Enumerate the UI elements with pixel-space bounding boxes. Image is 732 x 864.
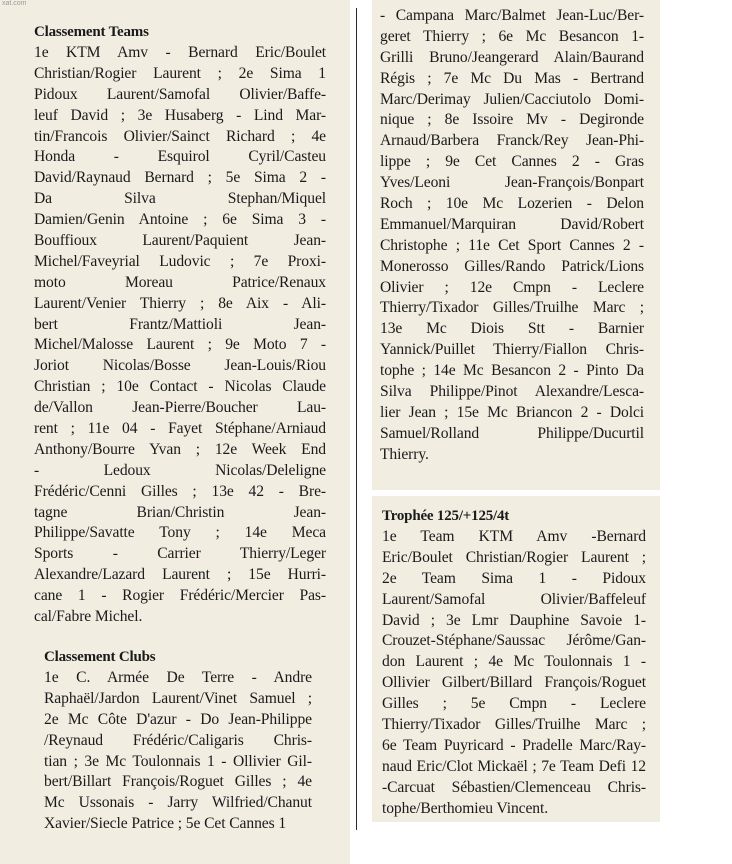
teams-text bbox=[34, 43, 326, 628]
column-divider bbox=[356, 8, 357, 830]
text-line: Yannick/Puillet Thierry/Fiallon Chris- bbox=[380, 341, 644, 359]
text-line: naud Eric/Clot Mickaël ; 7e Team Defi 12 bbox=[382, 757, 646, 775]
text-line: Samuel/Rolland Philippe/Ducurtil bbox=[380, 424, 644, 442]
section-classement-teams bbox=[34, 22, 326, 628]
text-line: 13e Mc Diois Stt - Barnier bbox=[380, 320, 644, 338]
section-clubs-continued bbox=[380, 6, 644, 466]
text-line: Ollivier Gilbert/Billard François/Roguet bbox=[382, 674, 646, 692]
text-line: Marc/Derimay Julien/Cacciutolo Domi- bbox=[380, 90, 644, 108]
text-line: Bouffioux Laurent/Paquient Jean- bbox=[34, 232, 326, 250]
text-line: Christophe ; 11e Cet Sport Cannes 2 - bbox=[380, 236, 644, 254]
text-line: 1e C. Armée De Terre - Andre bbox=[44, 669, 312, 686]
text-line: Thierry. bbox=[380, 445, 429, 463]
text-line: Grilli Bruno/Jeangerard Alain/Baurand bbox=[380, 48, 644, 66]
text-line: Thierry/Tixador Gilles/Truilhe Marc ; bbox=[380, 299, 644, 317]
text-line: Arnaud/Barbera Franck/Rey Jean-Phi- bbox=[380, 132, 644, 150]
text-line: 1e KTM Amv - Bernard Eric/Boulet bbox=[34, 44, 326, 61]
text-line: tophe ; 14e Mc Besancon 2 - Pinto Da bbox=[380, 362, 644, 380]
text-line: Silva Philippe/Pinot Alexandre/Lesca- bbox=[380, 383, 644, 401]
text-line: Raphaël/Jardon Laurent/Vinet Samuel ; bbox=[44, 689, 312, 707]
text-line: - Ledoux Nicolas/Deleligne bbox=[34, 461, 326, 479]
text-line: Frédéric/Cenni Gilles ; 13e 42 - Bre- bbox=[34, 482, 326, 500]
text-line: tin/Francois Olivier/Sainct Richard ; 4e bbox=[34, 127, 326, 145]
text-line: tagne Brian/Christin Jean- bbox=[34, 503, 326, 521]
text-line: leuf David ; 3e Husaberg - Lind Mar- bbox=[34, 106, 326, 124]
text-line: David/Raynaud Bernard ; 5e Sima 2 - bbox=[34, 169, 326, 187]
text-line: Roch ; 10e Mc Lozerien - Delon bbox=[380, 195, 644, 213]
text-line: Honda - Esquirol Cyril/Casteu bbox=[34, 148, 326, 166]
trophee-text bbox=[382, 527, 646, 819]
text-line: rent ; 11e 04 - Fayet Stéphane/Arniaud bbox=[34, 420, 326, 438]
text-line: tian ; 3e Mc Toulonnais 1 - Ollivier Gil- bbox=[44, 752, 312, 770]
text-line: Monerosso Gilles/Rando Patrick/Lions bbox=[380, 257, 644, 275]
text-line: Philippe/Savatte Tony ; 14e Meca bbox=[34, 524, 326, 542]
text-line: cal/Fabre Michel. bbox=[34, 608, 143, 626]
text-line: nique ; 8e Issoire Mv - Degironde bbox=[380, 111, 644, 129]
text-line: Thierry/Tixador Gilles/Truilhe Marc ; bbox=[382, 716, 646, 734]
section-heading-trophee: Trophée 125/+125/4t bbox=[382, 508, 510, 524]
text-line: Joriot Nicolas/Bosse Jean-Louis/Riou bbox=[34, 357, 326, 375]
text-line: Christian ; 10e Contact - Nicolas Claude bbox=[34, 378, 326, 396]
text-line: 6e Team Puyricard - Pradelle Marc/Ray- bbox=[382, 736, 646, 754]
text-line: Crouzet-Stéphane/Saussac Jérôme/Gan- bbox=[382, 632, 646, 650]
text-line: 2e Team Sima 1 - Pidoux bbox=[382, 569, 646, 587]
text-line: Anthony/Bourre Yvan ; 12e Week End bbox=[34, 440, 326, 458]
text-line: Damien/Genin Antoine ; 6e Sima 3 - bbox=[34, 211, 326, 229]
clubs-continued-text bbox=[380, 6, 644, 466]
text-line: Alexandre/Lazard Laurent ; 15e Hurri- bbox=[34, 566, 326, 584]
text-line: cane 1 - Rogier Frédéric/Mercier Pas- bbox=[34, 587, 326, 605]
text-line: 2e Mc Côte D'azur - Do Jean-Philippe bbox=[44, 710, 312, 728]
text-line: /Reynaud Frédéric/Caligaris Chris- bbox=[44, 731, 312, 749]
text-line: David ; 3e Lmr Dauphine Savoie 1- bbox=[382, 611, 646, 629]
text-line: Régis ; 7e Mc Du Mas - Bertrand bbox=[380, 69, 644, 87]
text-line: Gilles ; 5e Cmpn - Leclere bbox=[382, 695, 646, 713]
text-line: Yves/Leoni Jean-François/Bonpart bbox=[380, 174, 644, 192]
text-line: Michel/Faveyrial Ludovic ; 7e Proxi- bbox=[34, 252, 326, 270]
text-line: Laurent/Venier Thierry ; 8e Aix - Ali- bbox=[34, 294, 326, 312]
text-line: don Laurent ; 4e Mc Toulonnais 1 - bbox=[382, 653, 646, 671]
section-heading-teams: Classement Teams bbox=[34, 24, 149, 40]
section-classement-clubs bbox=[44, 647, 312, 835]
text-line: Mc Ussonais - Jarry Wilfried/Chanut bbox=[44, 794, 312, 812]
watermark: xat.com bbox=[2, 0, 27, 7]
text-line: Da Silva Stephan/Miquel bbox=[34, 190, 326, 208]
text-line: Pidoux Laurent/Samofal Olivier/Baffe- bbox=[34, 85, 326, 103]
text-line: bert/Billart François/Roguet Gilles ; 4e bbox=[44, 773, 312, 791]
clubs-text bbox=[44, 668, 312, 835]
text-line: Sports - Carrier Thierry/Leger bbox=[34, 545, 326, 563]
section-heading-clubs: Classement Clubs bbox=[44, 649, 156, 665]
text-line: -Carcuat Sébastien/Clemenceau Chris- bbox=[382, 778, 646, 796]
text-line: lippe ; 9e Cet Cannes 2 - Gras bbox=[380, 153, 644, 171]
text-line: 1e Team KTM Amv -Bernard bbox=[382, 528, 646, 545]
text-line: moto Moreau Patrice/Renaux bbox=[34, 273, 326, 291]
text-line: Olivier ; 12e Cmpn - Leclere bbox=[380, 278, 644, 296]
text-line: Xavier/Siecle Patrice ; 5e Cet Cannes 1 bbox=[44, 815, 287, 833]
text-line: Laurent/Samofal Olivier/Baffeleuf bbox=[382, 590, 646, 608]
text-line: tophe/Berthomieu Vincent. bbox=[382, 799, 549, 817]
text-line: Michel/Malosse Laurent ; 9e Moto 7 - bbox=[34, 336, 326, 354]
text-line: lier Jean ; 15e Mc Briancon 2 - Dolci bbox=[380, 403, 644, 421]
text-line: - Campana Marc/Balmet Jean-Luc/Ber- bbox=[380, 7, 644, 24]
text-line: geret Thierry ; 6e Mc Besancon 1- bbox=[380, 27, 644, 45]
text-line: de/Vallon Jean-Pierre/Boucher Lau- bbox=[34, 399, 326, 417]
text-line: Eric/Boulet Christian/Rogier Laurent ; bbox=[382, 548, 646, 566]
text-line: Christian/Rogier Laurent ; 2e Sima 1 bbox=[34, 64, 326, 82]
section-trophee bbox=[382, 506, 646, 819]
text-line: Emmanuel/Marquiran David/Robert bbox=[380, 215, 644, 233]
text-line: bert Frantz/Mattioli Jean- bbox=[34, 315, 326, 333]
